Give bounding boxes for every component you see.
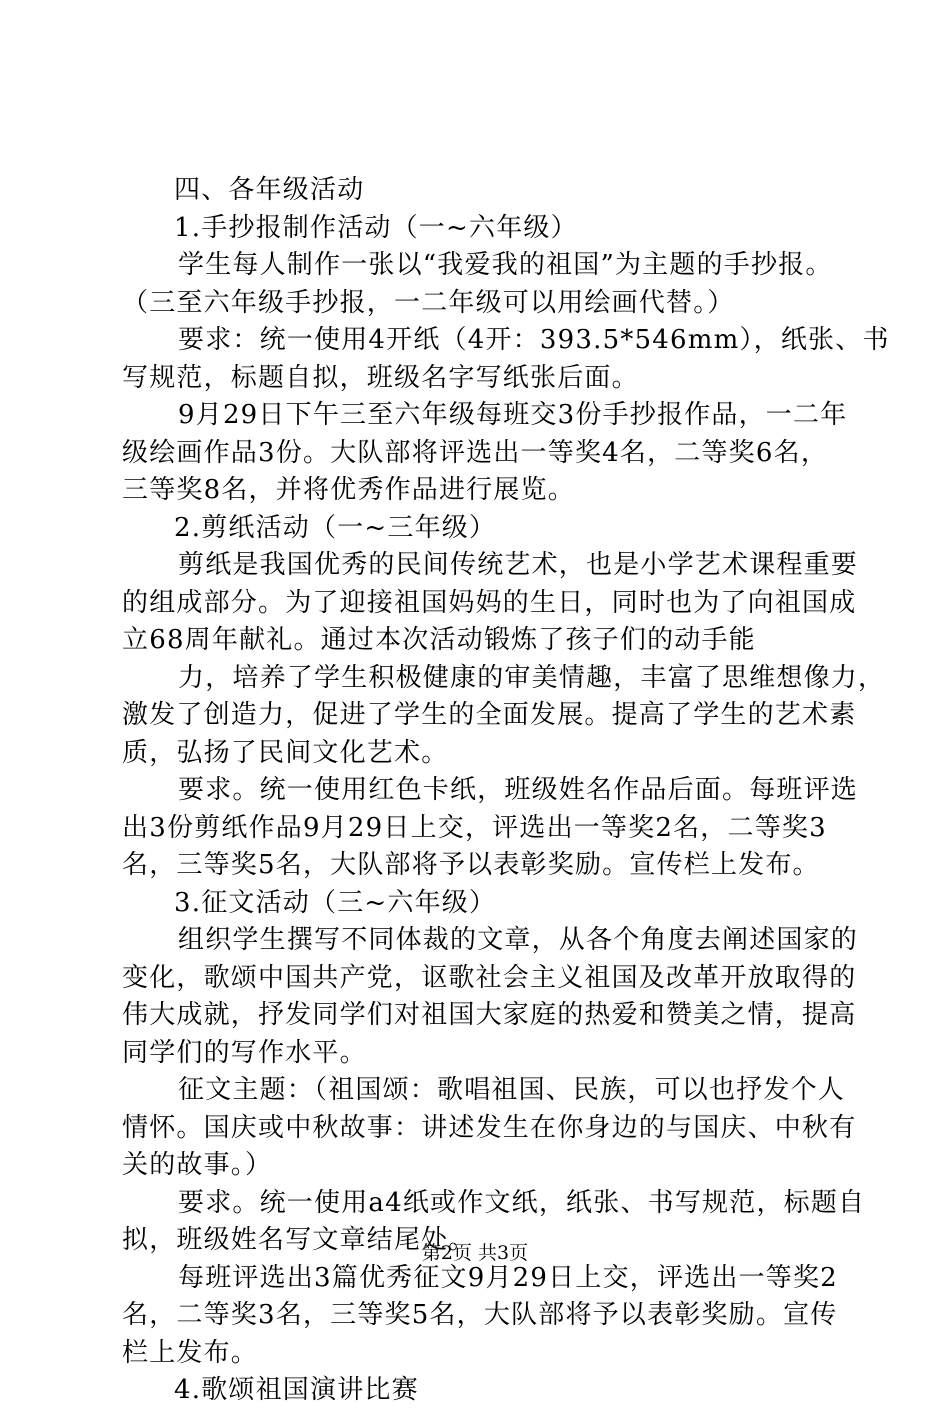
paragraph-line: 级绘画作品3份。大队部将评选出一等奖4名，二等奖6名， (122, 437, 829, 468)
paragraph-line: 剪纸是我国优秀的民间传统艺术，也是小学艺术课程重要 (178, 550, 859, 580)
paragraph-line: 关的故事。） (122, 1150, 273, 1180)
subsection-heading: 4.歌颂祖国演讲比赛 (174, 1375, 419, 1405)
paragraph-line: 征文主题：（祖国颂：歌唱祖国、民族，可以也抒发个人 (178, 1075, 846, 1105)
paragraph-line: 质，弘扬了民间文化艺术。 (122, 737, 449, 768)
paragraph-line: 变化，歌颂中国共产党，讴歌社会主义祖国及改革开放取得的 (122, 962, 857, 993)
subsection-heading: 1.手抄报制作活动（一~六年级） (174, 212, 578, 243)
section-heading: 四、各年级活动 (174, 175, 365, 205)
paragraph-line: 学生每人制作一张以“我爱我的祖国”为主题的手抄报。 (178, 250, 833, 280)
paragraph-line: 栏上发布。 (122, 1337, 259, 1368)
paragraph-line: 要求。统一使用a4纸或作文纸，纸张、书写规范，标题自 (178, 1187, 866, 1218)
paragraph-line: 同学们的写作水平。 (122, 1037, 367, 1068)
paragraph-line: 激发了创造力，促进了学生的全面发展。提高了学生的艺术素 (122, 700, 857, 730)
subsection-heading: 2.剪纸活动（一~三年级） (174, 512, 497, 543)
paragraph-line: 伟大成就，抒发同学们对祖国大家庭的热爱和赞美之情，提高 (122, 1000, 857, 1030)
paragraph-line: 每班评选出3篇优秀征文9月29日上交，评选出一等奖2 (178, 1262, 838, 1293)
subsection-heading: 3.征文活动（三~六年级） (174, 887, 497, 918)
paragraph-line: 要求。统一使用红色卡纸，班级姓名作品后面。每班评选 (178, 775, 859, 805)
paragraph-line: 名，三等奖5名，大队部将予以表彰奖励。宣传栏上发布。 (122, 850, 820, 880)
paragraph-line: 三等奖8名，并将优秀作品进行展览。 (122, 475, 575, 505)
paragraph-line: （三至六年级手抄报，一二年级可以用绘画代替。） (122, 287, 735, 318)
page-number-footer: 第2页 共3页 (421, 1242, 529, 1264)
paragraph-line: 立68周年献礼。通过本次活动锻炼了孩子们的动手能 (122, 625, 756, 655)
paragraph-line: 组织学生撰写不同体裁的文章，从各个角度去阐述国家的 (178, 925, 859, 955)
paragraph-line: 出3份剪纸作品9月29日上交，评选出一等奖2名，二等奖3 (122, 812, 827, 843)
paragraph-line: 要求：统一使用4开纸（4开：393.5*546mm），纸张、书 (178, 325, 890, 355)
paragraph-line: 拟，班级姓名写文章结尾处。 (122, 1225, 476, 1255)
paragraph-line: 的组成部分。为了迎接祖国妈妈的生日，同时也为了向祖国成 (122, 587, 857, 618)
paragraph-line: 名，二等奖3名，三等奖5名，大队部将予以表彰奖励。宣传 (122, 1300, 838, 1330)
paragraph-line: 9月29日下午三至六年级每班交3份手抄报作品，一二年 (178, 400, 848, 430)
paragraph-line: 写规范，标题自拟，班级名字写纸张后面。 (122, 362, 639, 393)
paragraph-line: 力，培养了学生积极健康的审美情趣，丰富了思维想像力， (178, 662, 886, 693)
paragraph-line: 情怀。国庆或中秋故事：讲述发生在你身边的与国庆、中秋有 (122, 1112, 857, 1143)
document-body (122, 172, 890, 1410)
